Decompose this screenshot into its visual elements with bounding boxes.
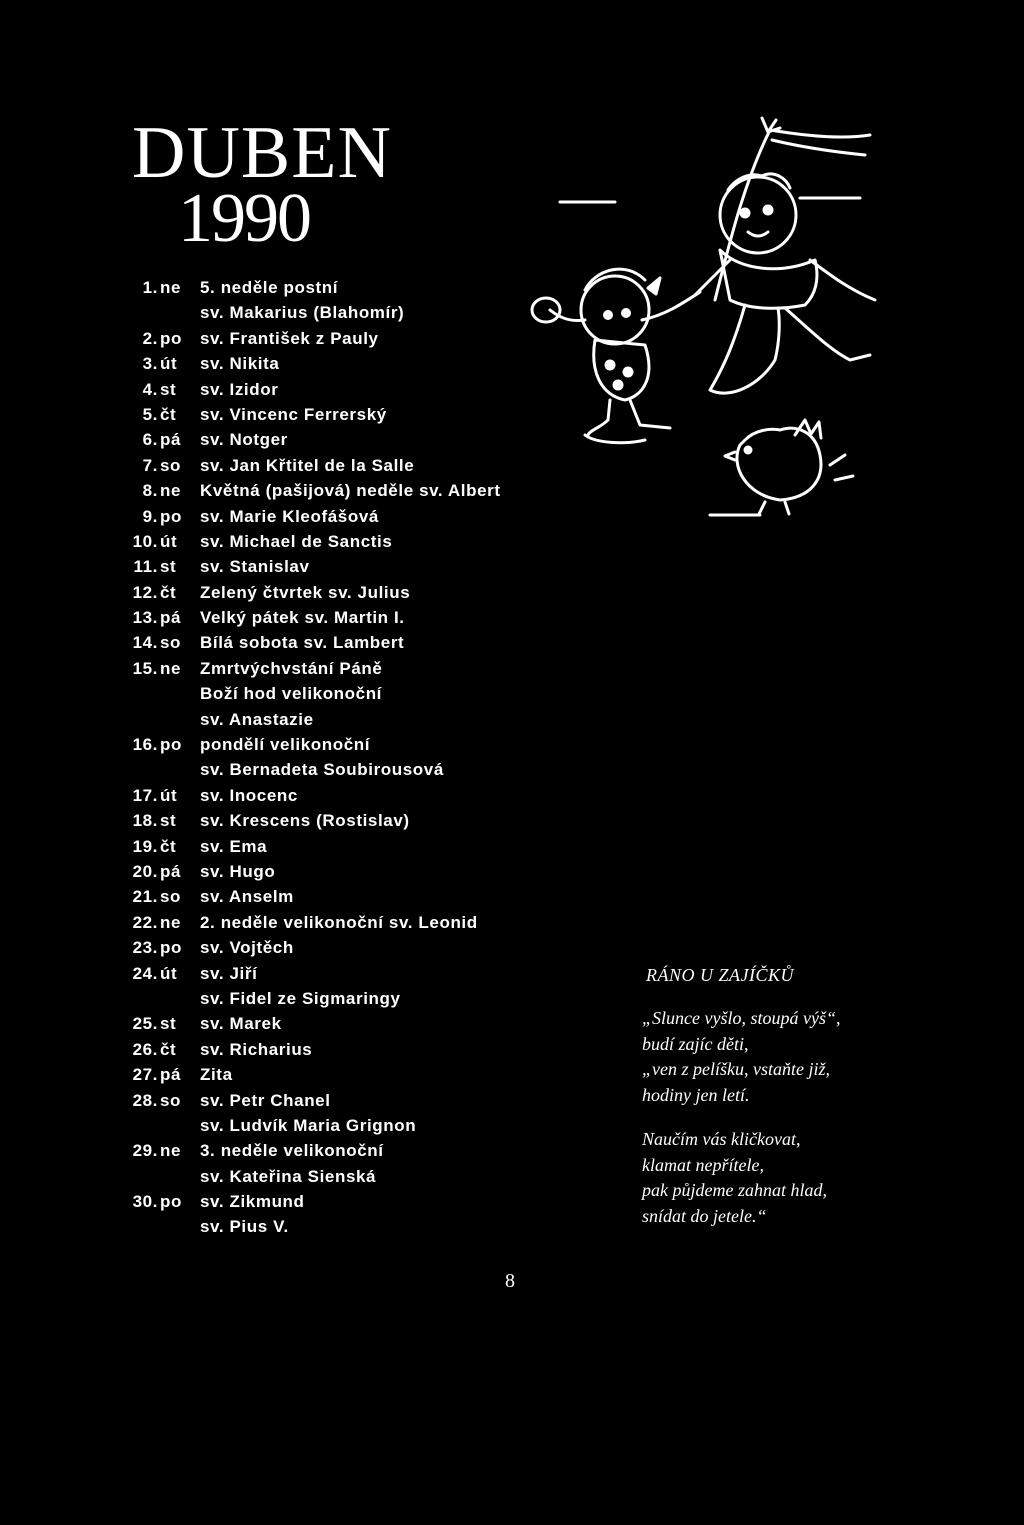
day-number: 21. bbox=[132, 887, 158, 907]
nameday-text: sv. Vojtěch bbox=[200, 938, 294, 958]
poem-line: snídat do jetele.“ bbox=[642, 1205, 767, 1226]
nameday-text: Boží hod velikonoční bbox=[200, 684, 383, 704]
nameday-text: sv. Fidel ze Sigmaringy bbox=[200, 988, 401, 1008]
day-number: 28. bbox=[132, 1090, 158, 1110]
nameday-text: sv. Petr Chanel bbox=[200, 1090, 331, 1110]
calendar-row bbox=[0, 811, 560, 836]
day-number: 11. bbox=[133, 557, 158, 577]
calendar-row bbox=[0, 710, 560, 735]
day-number: 12. bbox=[132, 582, 158, 602]
weekday: po bbox=[160, 328, 182, 348]
weekday: út bbox=[160, 963, 178, 983]
nameday-text: 3. neděle velikonoční bbox=[200, 1141, 384, 1161]
calendar-row bbox=[0, 1116, 560, 1141]
weekday: čt bbox=[160, 582, 177, 602]
nameday-text: 2. neděle velikonoční sv. Leonid bbox=[200, 912, 478, 932]
nameday-text: sv. Stanislav bbox=[200, 557, 310, 577]
nameday-text: sv. Jiří bbox=[200, 963, 258, 983]
weekday: út bbox=[160, 354, 178, 374]
nameday-text: Zita bbox=[200, 1065, 233, 1085]
weekday: ne bbox=[160, 658, 182, 678]
calendar-row bbox=[0, 659, 560, 684]
day-number: 23. bbox=[132, 938, 158, 958]
calendar-row bbox=[0, 532, 560, 557]
nameday-text: Bílá sobota sv. Lambert bbox=[200, 633, 405, 653]
day-number: 25. bbox=[132, 1014, 158, 1034]
day-number: 13. bbox=[132, 608, 158, 628]
weekday: ne bbox=[160, 481, 182, 501]
calendar-row bbox=[0, 887, 560, 912]
calendar-row bbox=[0, 329, 560, 354]
weekday: pá bbox=[160, 861, 182, 881]
weekday: čt bbox=[160, 1039, 177, 1059]
nameday-text: sv. Pius V. bbox=[200, 1217, 289, 1237]
calendar-row bbox=[0, 684, 560, 709]
weekday: pá bbox=[160, 1065, 182, 1085]
nameday-text: sv. Nikita bbox=[200, 354, 280, 374]
day-number: 5. bbox=[142, 404, 158, 424]
calendar-row bbox=[0, 1065, 560, 1090]
calendar-row bbox=[0, 964, 560, 989]
page-number: 8 bbox=[505, 1270, 515, 1292]
nameday-text: sv. Krescens (Rostislav) bbox=[200, 811, 410, 831]
day-number: 3. bbox=[142, 354, 158, 374]
calendar-row bbox=[0, 354, 560, 379]
calendar-row bbox=[0, 1217, 560, 1242]
day-number: 14. bbox=[132, 633, 158, 653]
day-number: 15. bbox=[132, 658, 158, 678]
day-number: 30. bbox=[132, 1192, 158, 1212]
calendar-row bbox=[0, 278, 560, 303]
nameday-text: Zmrtvýchvstání Páně bbox=[200, 658, 383, 678]
day-number: 26. bbox=[132, 1039, 158, 1059]
day-number: 10. bbox=[132, 531, 158, 551]
nameday-text: sv. Richarius bbox=[200, 1039, 313, 1059]
calendar-row bbox=[0, 1091, 560, 1116]
poem-line: Naučím vás kličkovat, bbox=[642, 1129, 801, 1149]
calendar-row bbox=[0, 583, 560, 608]
weekday: so bbox=[160, 633, 182, 653]
poem-line: klamat nepřítele, bbox=[642, 1154, 764, 1175]
nameday-text: sv. Anastazie bbox=[200, 709, 314, 729]
nameday-text: Květná (pašijová) neděle sv. Albert bbox=[200, 481, 501, 501]
poem-title: RÁNO U ZAJÍČKŮ bbox=[646, 965, 794, 985]
weekday: út bbox=[160, 531, 178, 551]
weekday: po bbox=[160, 1192, 182, 1212]
calendar-row bbox=[0, 837, 560, 862]
poem-stanza-2 bbox=[642, 1129, 840, 1231]
weekday: ne bbox=[160, 1141, 182, 1161]
calendar-row bbox=[0, 862, 560, 887]
day-number: 8. bbox=[142, 481, 158, 501]
day-number: 27. bbox=[132, 1065, 158, 1085]
nameday-text: Zelený čtvrtek sv. Julius bbox=[200, 582, 411, 602]
poem-stanza-1 bbox=[642, 1008, 840, 1110]
weekday: ne bbox=[160, 912, 182, 932]
day-number: 4. bbox=[142, 379, 158, 399]
nameday-text: sv. Vincenc Ferrerský bbox=[200, 404, 387, 424]
calendar-row bbox=[0, 913, 560, 938]
weekday: po bbox=[160, 938, 182, 958]
weekday: po bbox=[160, 735, 182, 755]
day-number: 20. bbox=[132, 861, 158, 881]
calendar-row bbox=[0, 760, 560, 785]
poem-line: hodiny jen letí. bbox=[642, 1084, 750, 1105]
calendar-row bbox=[0, 557, 560, 582]
year-title: 1990 bbox=[178, 180, 310, 257]
poem-line: „ven z pelíšku, vstaňte již, bbox=[642, 1059, 830, 1079]
day-number: 2. bbox=[142, 328, 158, 348]
calendar-row bbox=[0, 1141, 560, 1166]
nameday-text: sv. Marek bbox=[200, 1014, 282, 1034]
calendar-row bbox=[0, 989, 560, 1014]
nameday-text: sv. Izidor bbox=[200, 379, 279, 399]
calendar-row bbox=[0, 938, 560, 963]
weekday: út bbox=[160, 785, 178, 805]
calendar-row bbox=[0, 405, 560, 430]
day-number: 29. bbox=[132, 1141, 158, 1161]
calendar-list bbox=[0, 278, 560, 1243]
day-number: 6. bbox=[142, 430, 158, 450]
month-title: DUBEN bbox=[132, 112, 392, 194]
calendar-row bbox=[0, 380, 560, 405]
day-number: 7. bbox=[142, 455, 158, 475]
poem-line: pak půjdeme zahnat hlad, bbox=[642, 1180, 827, 1200]
calendar-row bbox=[0, 786, 560, 811]
weekday: po bbox=[160, 506, 182, 526]
calendar-row bbox=[0, 1167, 560, 1192]
day-number: 16. bbox=[132, 735, 158, 755]
poem-line: budí zajíc děti, bbox=[642, 1033, 749, 1054]
weekday: st bbox=[160, 557, 177, 577]
weekday: čt bbox=[160, 404, 177, 424]
nameday-text: sv. Michael de Sanctis bbox=[200, 531, 393, 551]
weekday: so bbox=[160, 887, 182, 907]
weekday: st bbox=[160, 1014, 177, 1034]
day-number: 1. bbox=[142, 278, 158, 297]
day-number: 9. bbox=[142, 506, 158, 526]
nameday-text: sv. Bernadeta Soubirousová bbox=[200, 760, 444, 780]
poem-line: „Slunce vyšlo, stoupá výš“, bbox=[642, 1008, 841, 1028]
calendar-row bbox=[0, 1014, 560, 1039]
weekday: st bbox=[160, 379, 177, 399]
nameday-text: sv. Notger bbox=[200, 430, 288, 450]
nameday-text: sv. František z Pauly bbox=[200, 328, 379, 348]
calendar-row bbox=[0, 430, 560, 455]
day-number: 17. bbox=[132, 785, 158, 805]
nameday-text: sv. Inocenc bbox=[200, 785, 298, 805]
easter-children-illustration bbox=[530, 110, 910, 530]
calendar-row bbox=[0, 633, 560, 658]
calendar-row bbox=[0, 1192, 560, 1217]
weekday: pá bbox=[160, 608, 182, 628]
nameday-text: sv. Makarius (Blahomír) bbox=[200, 303, 405, 323]
day-number: 22. bbox=[132, 912, 158, 932]
nameday-text: sv. Hugo bbox=[200, 861, 276, 881]
calendar-row bbox=[0, 481, 560, 506]
calendar-row bbox=[0, 735, 560, 760]
nameday-text: 5. neděle postní bbox=[200, 278, 339, 297]
weekday: pá bbox=[160, 430, 182, 450]
nameday-text: sv. Zikmund bbox=[200, 1192, 305, 1212]
calendar-row bbox=[0, 1040, 560, 1065]
calendar-row bbox=[0, 456, 560, 481]
day-number: 19. bbox=[132, 836, 158, 856]
nameday-text: pondělí velikonoční bbox=[200, 735, 371, 755]
calendar-row bbox=[0, 303, 560, 328]
nameday-text: sv. Ema bbox=[200, 836, 268, 856]
calendar-row bbox=[0, 507, 560, 532]
nameday-text: sv. Jan Křtitel de la Salle bbox=[200, 455, 415, 475]
calendar-row bbox=[0, 608, 560, 633]
nameday-text: Velký pátek sv. Martin I. bbox=[200, 608, 405, 628]
weekday: čt bbox=[160, 836, 177, 856]
nameday-text: sv. Anselm bbox=[200, 887, 294, 907]
nameday-text: sv. Marie Kleofášová bbox=[200, 506, 379, 526]
nameday-text: sv. Ludvík Maria Grignon bbox=[200, 1115, 417, 1135]
weekday: ne bbox=[160, 278, 182, 297]
poem bbox=[642, 965, 840, 1250]
nameday-text: sv. Kateřina Sienská bbox=[200, 1166, 377, 1186]
day-number: 18. bbox=[132, 811, 158, 831]
day-number: 24. bbox=[132, 963, 158, 983]
weekday: so bbox=[160, 455, 182, 475]
weekday: st bbox=[160, 811, 177, 831]
weekday: so bbox=[160, 1090, 182, 1110]
